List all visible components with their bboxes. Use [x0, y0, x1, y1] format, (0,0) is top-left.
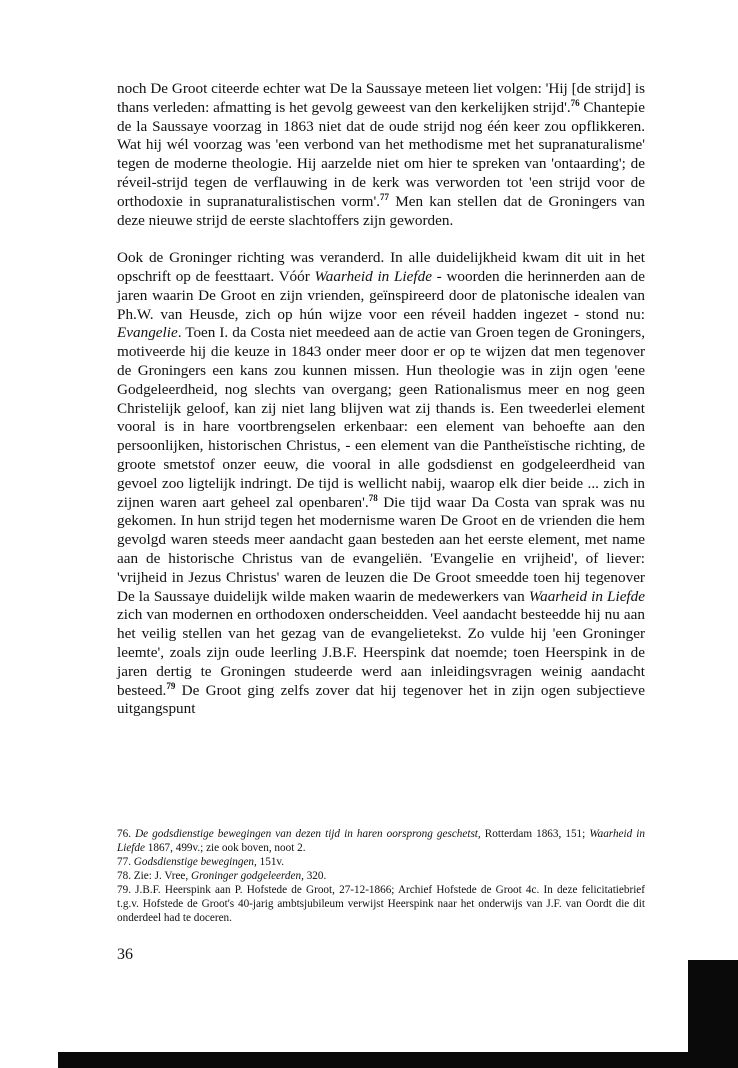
footnote-ref: 79: [166, 680, 176, 691]
body-text: [117, 80, 645, 719]
italic-text: Waarheid in Liefde: [117, 828, 645, 854]
italic-text: Groninger godgeleerden,: [191, 870, 304, 882]
text-run: 78. Zie: J. Vree,: [117, 870, 191, 882]
italic-text: Evangelie: [117, 324, 178, 342]
text-run: De Groot ging zelfs zover dat hij tegenover het in zijn ogen subjectieve uitgangspunt: [117, 681, 645, 718]
text-run: - woorden die herinnerden aan de jaren waarin De Groot en zijn vrienden, geïnspireerd door de platonische idealen van Ph.W. van Heusde, zich op hún wijze voor een réveil hadden ingezet - stond nu:: [117, 267, 645, 323]
text-run: 77.: [117, 856, 134, 868]
italic-text: Waarheid in Liefde: [314, 267, 432, 285]
paragraph: [117, 80, 645, 230]
footnote: [117, 869, 645, 883]
footnote: [117, 855, 645, 869]
footnotes: [117, 827, 645, 925]
italic-text: Godsdienstige bewegingen,: [133, 856, 257, 868]
text-run: 76.: [117, 828, 136, 840]
text-run: Men kan stellen dat de Groningers van deze nieuwe strijd de eerste slachtoffers zijn geworden.: [117, 192, 646, 229]
text-run: zich van modernen en orthodoxen onderscheidden. Veel aandacht besteedde hij nu aan het veilig stellen van het gezag van de evangelietekst. Zo vulde hij 'een Groninger leemte', zoals zijn oude leerling J.B.F. Heerspink dat noemde; toen Heerspink in de jaren dertig te Groningen studeerde werd aan inleidingsvragen weinig aandacht besteed.: [117, 606, 645, 699]
paragraph: [117, 249, 645, 719]
footnote: [117, 827, 645, 855]
italic-text: Waarheid in Liefde: [528, 587, 645, 605]
scan-border-right: [688, 960, 738, 1068]
page-number: 36: [117, 946, 133, 963]
footnote-ref: 76: [570, 97, 580, 108]
text-run: noch De Groot citeerde echter wat De la Saussaye meteen liet volgen: 'Hij [de strijd] is thans verleden: afmatting is het gevolg geweest van den kerkelijken strijd'.: [117, 80, 645, 116]
italic-text: De godsdienstige bewegingen van dezen tijd in haren oorsprong geschetst,: [135, 828, 481, 840]
text-run: Rotterdam 1863, 151;: [480, 828, 590, 840]
text-run: Ook de Groninger richting was veranderd. In alle duidelijkheid kwam dit uit in het opschrift op de feesttaart. Vóór: [117, 249, 645, 285]
footnote-ref: 78: [368, 492, 378, 503]
text-run: Die tijd waar Da Costa van sprak was nu gekomen. In hun strijd tegen het modernisme waren De Groot en de vrienden die hem gevolgd waren steeds meer aandacht gaan besteden aan het eerste element, met name aan de historische Christus van de evangeliën. 'Evangelie en vrijheid', of liever: 'vrijheid in Jezus Christus' waren de leuzen die De Groot smeedde toen hij tegenover De la Saussaye duidelijk wilde maken waarin de medewerkers van: [117, 493, 645, 605]
text-run: . Toen I. da Costa niet meedeed aan de actie van Groen tegen de Groningers, motiveerde hij die keuze in 1843 onder meer door er op te wijzen dat men tegenover de Groningers een kans zou kunnen missen. Hun theologie was in zijn ogen 'eene Godgeleerdheid, nog slechts van overgang; geen Rationalismus meer en nog geen Christelijk geloof, kan zij niet lang blijven wat zij thands is. Een tweederlei element vooral is in hare voortbrengselen erkenbaar: een element van behoefte aan den persoonlijken, historischen Christus, - een element van die Pantheïstische richting, de groote smetstof onzer eeuw, die vooral in alle godsdienst en godgeleerdheid van gevoel zoo ligtelijk indringt. De tijd is wellicht nabij, waarop elk dier beide ... zich in zijnen waren aart geheel zal openbaren'.: [117, 324, 645, 511]
text-run: 151v.: [256, 856, 285, 868]
text-run: 1867, 499v.; zie ook boven, noot 2.: [144, 842, 306, 854]
text-run: 79. J.B.F. Heerspink aan P. Hofstede de Groot, 27-12-1866; Archief Hofstede de Groot 4c. In deze felicitatiebrief t.g.v. Hofstede de Groot's 40-jarig ambtsjubileum verwijst Heerspink naar het onderwijs van J.F. van Oordt die dit onderdeel had te doceren.: [117, 884, 645, 924]
text-run: Chantepie de la Saussaye voorzag in 1863 niet dat de oude strijd nog één keer zou opflikkeren. Wat hij wél voorzag was 'een verbond van het methodisme met het supranaturalisme' tegen de moderne theologie. Hij aarzelde niet om hier te spreken van 'ontaarding'; de réveil-strijd tegen de verflauwing in de kerk was verworden tot 'een strijd voor de orthodoxie in supranaturalistischen vorm'.: [117, 98, 645, 210]
footnote: [117, 883, 645, 925]
text-run: 320.: [303, 870, 327, 882]
footnote-ref: 77: [380, 191, 390, 202]
scan-border-bottom: [58, 1052, 688, 1068]
